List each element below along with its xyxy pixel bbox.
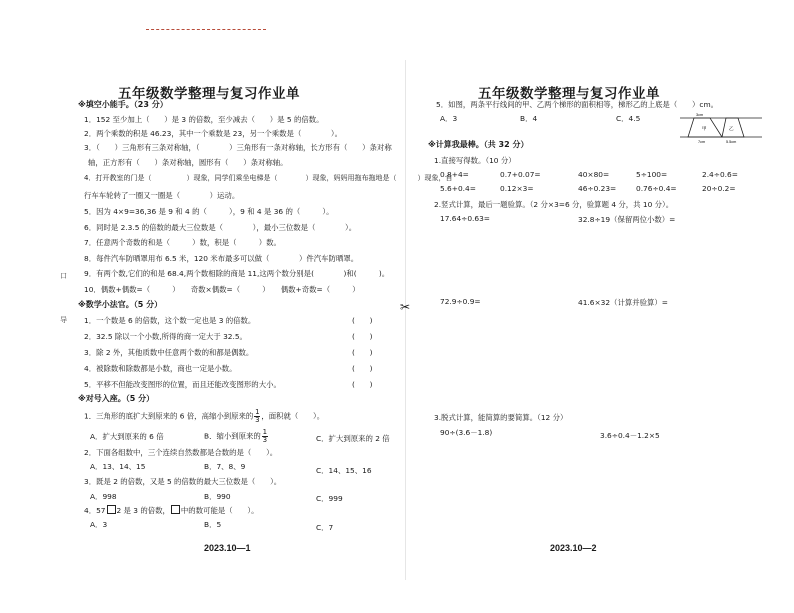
oral-r1-3: 40×80= [578,170,610,179]
choice-q2-b: B．7、8、9 [204,462,246,471]
choice-q3-a: A．998 [90,492,117,501]
page-title: 五年级数学整理与复习作业单 [118,86,300,102]
section-fill-blank: ※填空小能手。（23 分） [78,100,168,109]
choice-q4: 4．57 2 是 3 的倍数， 中的数可能是（ ）。 [84,506,259,515]
fill-q7: 7．任意两个奇数的和是（ ）数，积是（ ）数。 [84,238,281,247]
fill-q8: 8．每件汽车防晒罩用布 6.5 米，120 米布最多可以做（ ）件汽车防晒罩。 [84,254,359,263]
choice-q5-c: C．4.5 [616,114,641,123]
label-yi: 乙 [729,127,734,132]
oral-r2-1: 5.6+0.4= [440,184,476,193]
expression-1: 90÷(3.6－1.8) [440,428,493,437]
expression-2: 3.6÷0.4－1.2×5 [600,431,660,440]
page-title-right: 五年级数学整理与复习作业单 [478,86,660,102]
vertical-calc-4: 41.6×32（计算并验算）= [578,298,668,307]
right-page [408,0,794,613]
blank-box [107,505,116,514]
judge-q5: 5．平移不但能改变图形的位置，而且还能改变图形的大小。 [84,380,281,389]
section-calc: ※计算我最棒。（共 32 分） [428,140,529,149]
label-7cm: 7cm [698,140,706,144]
choice-q3: 3．既是 2 的倍数，又是 5 的倍数的最大三位数是（ ）。 [84,477,282,486]
judge-q2: 2．32.5 除以一个小数,所得的商一定大于 32.5。 [84,332,247,341]
judge-paren-2: ( ) [352,332,373,341]
choice-q4-b: B．5 [204,520,222,529]
calc-sub3: 3.脱式计算，能简算的要简算。（12 分） [434,413,568,422]
oral-r2-3: 46÷0.23= [578,184,617,193]
fill-q2: 2．两个乘数的积是 46.23，其中一个乘数是 23，另一个乘数是（ ）。 [84,129,342,138]
choice-q1-c: C．扩大到原来的 2 倍 [316,434,390,443]
choice-q2-c: C．14、15、16 [316,466,372,475]
choice-q5: 5．如图，两条平行线间的甲、乙两个梯形的面积相等，梯形乙的上底是（ ）cm。 [436,100,719,109]
judge-q4: 4．被除数和除数都是小数，商也一定是小数。 [84,364,237,373]
choice-q3-c: C．999 [316,494,343,503]
calc-sub2: 2.竖式计算，最后一题验算。（2 分×3=6 分，验算题 4 分，共 10 分）。 [434,200,674,209]
fill-q4-line2: 行车车轮转了一圈又一圈是（ ）运动。 [84,191,240,200]
page-divider [405,60,406,580]
trapezoid-diagram [680,111,762,145]
margin-mark: 口 [60,272,67,280]
oral-r2-2: 0.12×3= [500,184,534,193]
oral-r1-5: 2.4÷0.6= [702,170,738,179]
choice-q1-a: A．扩大到原来的 6 倍 [90,432,164,441]
choice-q1: 1．三角形的底扩大到原来的 6 倍，高缩小到原来的 $\frac{1}{3}$ ，面积就（ ）。 [84,408,325,424]
choice-q5-b: B．4 [520,114,538,123]
choice-q3-b: B．990 [204,492,231,501]
judge-q3: 3．除 2 外，其他质数中任意两个数的和都是偶数。 [84,348,254,357]
page-number: 2023.10—1 [204,543,251,553]
choice-q5-a: A．3 [440,114,458,123]
page-number-right: 2023.10—2 [550,543,597,553]
blank-box-2 [171,505,180,514]
judge-paren-1: ( ) [352,316,373,325]
choice-q4-c: C．7 [316,523,334,532]
label-3cm: 3cm [696,113,704,117]
calc-sub1: 1.直接写得数。（10 分） [434,156,516,165]
judge-q1: 1．一个数是 6 的倍数，这个数一定也是 3 的倍数。 [84,316,256,325]
fill-q10: 10．偶数+偶数=（ ） 奇数×偶数=（ ） 偶数+奇数=（ ） [84,285,360,294]
vertical-calc-1: 17.64÷0.63= [440,214,490,223]
oral-r2-4: 0.76÷0.4= [636,184,677,193]
choice-q2-a: A．13、14、15 [90,462,146,471]
choice-q2: 2．下面各组数中，三个连续自然数都是合数的是（ ）。 [84,448,278,457]
section-choice: ※对号入座。（5 分） [78,394,155,403]
margin-mark-2: 导 [60,316,67,324]
choice-q4-a: A．3 [90,520,108,529]
oral-r1-4: 5÷100= [636,170,668,179]
section-judge: ※数学小法官。（5 分） [78,300,163,309]
label-5-5cm: 5.5cm [726,140,737,144]
fill-q5: 5．因为 4×9=36,36 是 9 和 4 的（ ），9 和 4 是 36 的（ ）。 [84,207,334,216]
oral-r1-2: 0.7+0.07= [500,170,541,179]
choice-q1-b: B．缩小到原来的 $\frac{1}{3}$ [204,428,268,444]
fill-q6: 6．同时是 2.3.5 的倍数的最大三位数是（ ），最小三位数是（ ）。 [84,223,357,232]
fill-q3-line2: 轴，正方形有（ ）条对称轴，圆形有（ ）条对称轴。 [88,158,288,167]
judge-paren-5: ( ) [352,380,373,389]
fill-q3-line1: 3．（ ）三角形有三条对称轴，（ ）三角形有一条对称轴，长方形有（ ）条对称 [84,143,392,152]
fraction-one-third: $\frac{1}{3}$ [255,408,260,424]
fill-q4-line1: 4．打开教室的门是（ ）现象，同学们乘坐电梯是（ ）现象，妈妈用拖布拖地是（ ）现象，自 [84,174,453,182]
fill-q9: 9．有两个数,它们的和是 68.4,两个数相除的商是 11,这两个数分别是( )和( )。 [84,269,390,278]
oral-r1-1: 0.8+4= [440,170,469,179]
scissors-icon: ✂ [400,300,411,314]
label-jia: 甲 [702,127,707,132]
judge-paren-3: ( ) [352,348,373,357]
judge-paren-4: ( ) [352,364,373,373]
fill-q1: 1．152 至少加上（ ）是 3 的倍数，至少减去（ ）是 5 的倍数。 [84,115,324,124]
oral-r2-5: 20÷0.2= [702,184,736,193]
vertical-calc-2: 32.8÷19（保留两位小数）= [578,215,676,224]
vertical-calc-3: 72.9÷0.9= [440,297,481,306]
